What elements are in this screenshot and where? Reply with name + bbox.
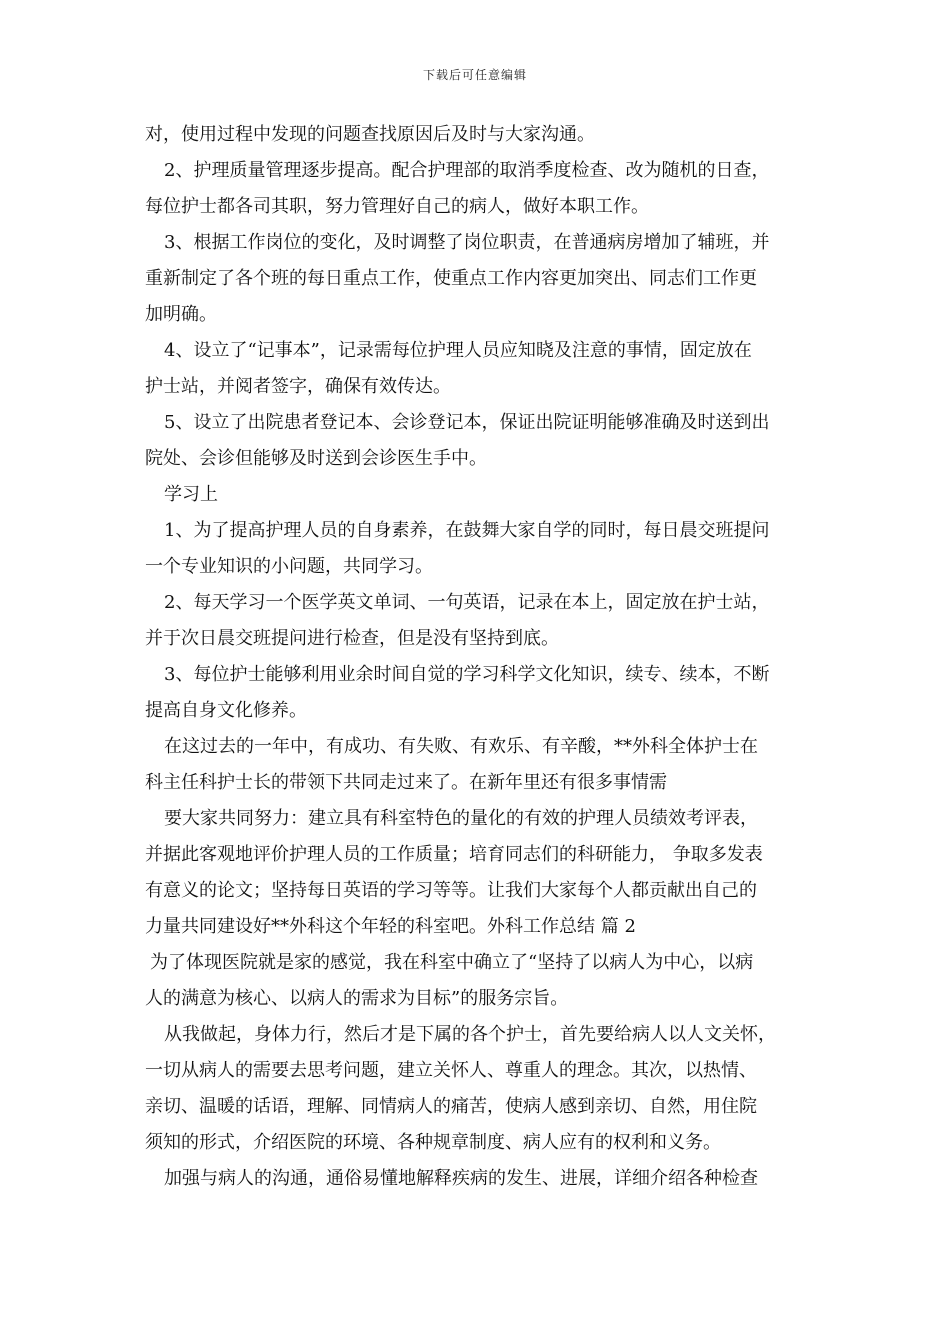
text-line: 人的满意为核心、以病人的需求为目标”的服务宗旨。 bbox=[145, 988, 569, 1009]
text-line: 2、每天学习一个医学英文单词、一句英语，记录在本上，固定放在护士站， bbox=[164, 592, 770, 613]
text-line: 2、护理质量管理逐步提高。配合护理部的取消季度检查、改为随机的日查， bbox=[164, 160, 770, 181]
text-line: 5、设立了出院患者登记本、会诊登记本，保证出院证明能够准确及时送到出 bbox=[164, 412, 770, 433]
text-line: 有意义的论文；坚持每日英语的学习等等。让我们大家每个人都贡献出自己的 bbox=[145, 880, 757, 901]
text-line: 每位护士都各司其职，努力管理好自己的病人，做好本职工作。 bbox=[145, 196, 649, 217]
text-line: 并于次日晨交班提问进行检查，但是没有坚持到底。 bbox=[145, 628, 559, 649]
page-header: 下载后可任意编辑 bbox=[422, 68, 527, 82]
text-line: 科主任科护士长的带领下共同走过来了。在新年里还有很多事情需 bbox=[145, 772, 667, 793]
text-line: 在这过去的一年中，有成功、有失败、有欢乐、有辛酸，**外科全体护士在 bbox=[164, 736, 758, 757]
text-line: 为了体现医院就是家的感觉，我在科室中确立了“坚持了以病人为中心，以病 bbox=[150, 952, 754, 973]
text-line: 对，使用过程中发现的问题查找原因后及时与大家沟通。 bbox=[145, 124, 595, 145]
text-line: 一个专业知识的小问题，共同学习。 bbox=[145, 556, 433, 577]
text-line: 并据此客观地评价护理人员的工作质量；培育同志们的科研能力， 争取多发表 bbox=[145, 844, 763, 865]
text-line: 院处、会诊但能够及时送到会诊医生手中。 bbox=[145, 448, 487, 469]
text-line: 护士站，并阅者签字，确保有效传达。 bbox=[145, 376, 451, 397]
text-line: 加明确。 bbox=[145, 304, 217, 325]
text-line: 加强与病人的沟通，通俗易懂地解释疾病的发生、进展，详细介绍各种检查 bbox=[164, 1168, 758, 1189]
document-body bbox=[145, 117, 825, 1197]
text-line: 3、每位护士能够利用业余时间自觉的学习科学文化知识，续专、续本，不断 bbox=[164, 664, 770, 685]
text-line: 重新制定了各个班的每日重点工作，使重点工作内容更加突出、同志们工作更 bbox=[145, 268, 757, 289]
text-line: 亲切、温暖的话语，理解、同情病人的痛苦，使病人感到亲切、自然，用住院 bbox=[145, 1096, 757, 1117]
text-line: 要大家共同努力：建立具有科室特色的量化的有效的护理人员绩效考评表， bbox=[164, 808, 758, 829]
text-line: 4、设立了“记事本”，记录需每位护理人员应知晓及注意的事情，固定放在 bbox=[164, 340, 752, 361]
section-heading: 学习上 bbox=[164, 484, 218, 505]
text-line: 须知的形式，介绍医院的环境、各种规章制度、病人应有的权利和义务。 bbox=[145, 1132, 721, 1153]
text-line: 力量共同建设好**外科这个年轻的科室吧。外科工作总结 篇 2 bbox=[145, 916, 636, 937]
text-line: 提高自身文化修养。 bbox=[145, 700, 307, 721]
text-line: 1、为了提高护理人员的自身素养，在鼓舞大家自学的同时，每日晨交班提问 bbox=[164, 520, 770, 541]
text-line: 一切从病人的需要去思考问题，建立关怀人、尊重人的理念。其次，以热情、 bbox=[145, 1060, 757, 1081]
text-line: 3、根据工作岗位的变化，及时调整了岗位职责，在普通病房增加了辅班，并 bbox=[164, 232, 770, 253]
text-line: 从我做起，身体力行，然后才是下属的各个护士，首先要给病人以人文关怀， bbox=[164, 1024, 776, 1045]
